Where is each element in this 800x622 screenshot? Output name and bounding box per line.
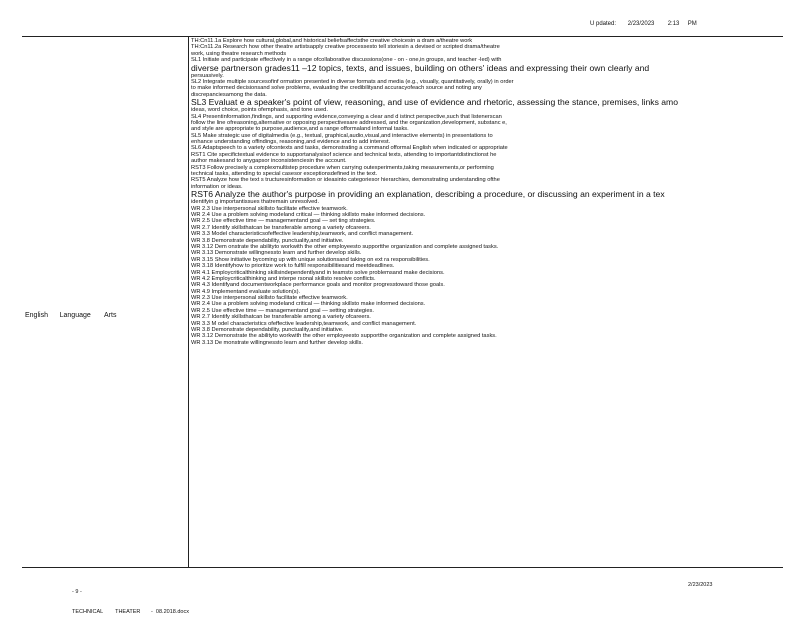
standard-line: WR 3.13 Demonstrate willingnessto learn and further develop skills. [191, 250, 362, 257]
column-divider [188, 36, 189, 567]
standard-line: WR 3.15 Show initiative bycoming up with unique solutionsand taking on ext ra responsibilities. [191, 256, 430, 263]
standard-line: RST5 Analyze how the text s tructuresinformation or ideasinto categoriesor hierarchies, demonstrating understanding ofthe [191, 177, 500, 184]
standard-line: enhance understanding offindings, reasoning,and evidence and to add interest. [191, 139, 391, 146]
standard-line: SL5 Make strategic use of digitalmedia (e.g., textual, graphical,audio,visual,and interactive elements) in presentations to [191, 132, 493, 139]
standard-line: SL2 Integrate multiple sourcesofinf ormation presented in diverse formats and media (e.g., visually, quantitatively, orally) in order [191, 78, 514, 85]
standard-line: WR 3.8 Demonstrate dependability, punctuality,and initiative. [191, 327, 344, 334]
standard-line: WR 3.12 Demonstrate the abilityto workwith the other employeesto supportthe organization and complete assigned tasks. [191, 333, 497, 340]
standard-line: diverse partnerson grades11 –12 topics, texts, and issues, building on others' ideas and expressing their own clearly and [191, 63, 650, 73]
standard-line: WR 3.3 Model characteristicsofeffective leadership,teamwork, and conflict management. [191, 231, 414, 238]
standard-line: WR 2.7 Identify skillsthatcan be transferable among a variety ofcareers. [191, 224, 371, 231]
document-name: TECHNICAL THEATER - 08.2018.docx [72, 608, 189, 615]
standard-line: information or ideas. [191, 183, 243, 190]
standard-line: WR 2.3 Use interpersonal skillsto facilitate effective teamwork. [191, 295, 348, 302]
standard-line: and style are appropriate to purpose,audience,and a range offormaland informal tasks. [191, 126, 409, 133]
standard-line: WR 4.1 Employcriticalthinking skillsindependentlyand in teamsto solve problemsand make decisions. [191, 269, 445, 276]
standard-line: technical tasks, attending to special casesor exceptionsdefined in the text. [191, 171, 378, 178]
standard-line: persuasively. [191, 72, 224, 79]
standard-line: WR 2.5 Use effective time — managementand goal — set ting strategies. [191, 218, 376, 225]
standard-line: author makesand to anygapsor inconsistenciesin the account. [191, 158, 347, 165]
footer-left [72, 576, 189, 622]
standard-line: to make informed decisionsand solve problems, evaluating the credibilityand accuracyofeach source and noting any [191, 85, 482, 92]
standards-list [191, 38, 779, 346]
standard-line: SL4 Presentinformation,findings, and supporting evidence,conveying a clear and d istinct perspective,such that listenerscan [191, 113, 502, 120]
standard-line: RST3 Follow precisely a complexmultistep procedure when carrying outexperiments,taking measurements,or performing [191, 164, 494, 171]
standard-line: discrepanciesamong the data. [191, 91, 267, 98]
standard-line: SL3 Evaluat e a speaker's point of view, reasoning, and use of evidence and rhetoric, assessing the stance, premises, links amo [191, 98, 678, 108]
subject-label: English Language Arts [25, 312, 117, 319]
standard-line: WR 2.4 Use a problem solving modeland critical — thinking skillsto make informed decisions. [191, 301, 426, 308]
footer-date: 2/23/2023 [688, 582, 713, 588]
updated-timestamp: U pdated: 2/23/2023 2:13 PM [590, 21, 697, 27]
standard-line: WR 4.2 Employcriticalthinking and interpe rsonal skillsto resolve conflicts. [191, 275, 376, 282]
standard-line: WR 3.18 Identifyhow to prioritize work to fulfill responsibilitiesand meetdeadlines. [191, 263, 395, 270]
standard-line: ideas, word choice, points ofemphasis, and tone used. [191, 107, 328, 114]
standard-line: WR 3.8 Demonstrate dependability, punctuality,and initiative. [191, 237, 344, 244]
standard-line: WR 4.3 Identifyand documentworkplace performance goals and monitor progresstoward those goals. [191, 282, 445, 289]
standard-line: SL6 Adaptspeech to a variety ofcontexts and tasks, demonstrating a command offormal English when indicated or appropriate [191, 145, 508, 152]
standard-line: WR 3.13 De monstrate willingnessto learn and further develop skills. [191, 339, 363, 346]
standard-line: WR 2.4 Use a problem solving modeland critical — thinking skillsto make informed decisions. [191, 211, 426, 218]
standard-line: identifyin g importantissues thatremain unresolved. [191, 199, 320, 206]
standard-line: WR 2.7 Identify skillsthatcan be transferable among a variety ofcareers. [191, 314, 371, 321]
standard-line: RST6 Analyze the author's purpose in providing an explanation, describing a procedure, or discussing an experiment in a tex [191, 190, 665, 200]
standard-line: TH:Cn11.2a Research how other theatre artistsapply creative processesto tell storiesin a devised or scripted drama/theatre [191, 44, 500, 51]
standard-line: work, using theatre research methods [191, 50, 287, 57]
standard-line: WR 4.9 Implementand evaluate solution(s). [191, 288, 301, 295]
standard-line: follow the line ofreasoning,alternative or opposing perspectivesare addressed, and the organization,development, substanc e, [191, 119, 507, 126]
standard-line: WR 2.5 Use effective time — managementand goal — setting strategies. [191, 307, 374, 314]
standard-line: WR 3.12 Dem onstrate the abilityto workwith the other employeesto supportthe organization and complete assigned tasks. [191, 243, 499, 250]
standard-line: RST1 Cite specifictextual evidence to supportanalysisof science and technical texts, attending to importantdistinctionst he [191, 151, 497, 158]
standard-line: WR 3.3 M odel characteristics ofeffective leadership,teamwork, and conflict management. [191, 320, 417, 327]
page-number: - 9 - [72, 589, 82, 595]
standard-line: SL1 Initiate and participate effectively in a range ofcollaborative discussions(one - on - one,in groups, and teacher -led) with [191, 57, 502, 64]
standard-line: WR 2.3 Use interpersonal skillsto facilitate effective teamwork. [191, 205, 348, 212]
standard-line: TH:Cn11.1a Explore how cultural,global,and historical beliefsaffectsthe creative choicesin a dram a/theatre work [191, 38, 473, 44]
